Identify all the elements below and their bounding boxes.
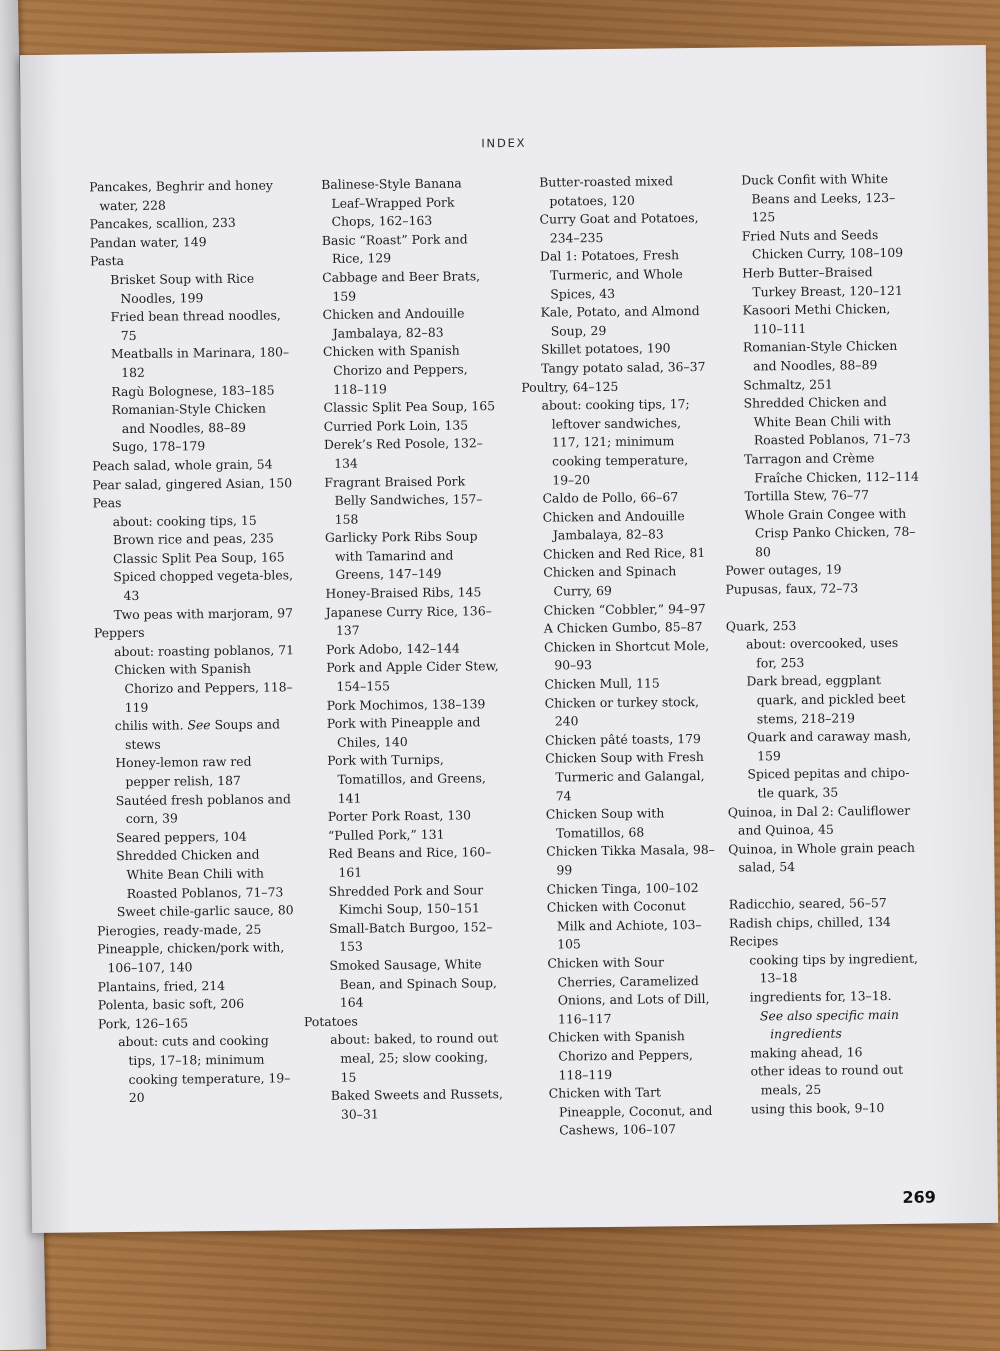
entry-text: Derek’s Red Posole, 132–134 — [323, 435, 483, 471]
index-subentry — [521, 339, 711, 360]
index-entry — [321, 174, 497, 232]
entry-text: Red Beans and Rice, 160–161 — [328, 844, 492, 880]
entry-text: about: roasting poblanos, 71 — [114, 642, 295, 659]
entry-text: Classic Split Pea Soup, 165 — [113, 549, 285, 567]
index-column-3 — [519, 172, 719, 1141]
entry-text: Chicken with Coconut Milk and Achiote, 103–105 — [546, 898, 702, 952]
index-entry — [328, 825, 503, 845]
index-subentry — [95, 753, 295, 792]
entry-text: Brisket Soup with Rice Noodles, 199 — [110, 270, 255, 306]
entry-text: Skillet potatoes, 190 — [540, 340, 671, 357]
index-subentry — [725, 504, 921, 562]
index-subentry — [722, 263, 917, 302]
index-subentry — [527, 897, 718, 955]
index-subentry — [521, 358, 711, 379]
index-subentry — [526, 841, 716, 880]
entry-text: Sugo, 178–179 — [111, 438, 206, 455]
entry-text: Pork with Turnips, Tomatillos, and Greens, 141 — [327, 752, 486, 806]
entry-text: Pasta — [89, 253, 125, 269]
entry-text: Romanian-Style Chicken and Noodles, 88–89 — [111, 400, 266, 436]
page-number: 269 — [902, 1187, 936, 1207]
entry-text: Japanese Curry Rice, 136–137 — [325, 602, 492, 639]
entry-text: Curry Goat and Potatoes, 234–235 — [539, 210, 699, 246]
index-entry — [328, 806, 503, 826]
index-entry — [92, 474, 292, 495]
entry-text: Potatoes — [303, 1013, 358, 1029]
index-subentry — [730, 1061, 925, 1100]
index-subentry — [94, 660, 295, 718]
index-entry — [327, 695, 502, 715]
entry-text: Chicken Tikka Masala, 98–99 — [546, 842, 715, 878]
index-subentry — [527, 878, 717, 899]
index-entry — [330, 1029, 506, 1087]
entry-text: Herb Butter–Braised Turkey Breast, 120–121 — [742, 264, 903, 299]
index-subentry — [90, 269, 290, 308]
index-subentry — [520, 209, 710, 248]
entry-text: Baked Sweets and Russets, 30–31 — [330, 1086, 503, 1122]
index-subentry — [730, 1042, 925, 1063]
entry-text: Honey-Braised Ribs, 145 — [325, 584, 482, 601]
index-subentry — [92, 437, 292, 458]
index-entry — [729, 912, 924, 933]
entry-text: Schmaltz, 251 — [743, 376, 833, 393]
index-subentry — [91, 399, 291, 438]
index-subentry — [91, 381, 291, 402]
entry-text: ingredients for, 13–18. — [749, 987, 892, 1005]
index-entry — [92, 492, 292, 513]
index-subentry — [521, 395, 712, 490]
entry-text: Smoked Sausage, White Bean, and Spinach Soup, 164 — [329, 956, 497, 1010]
entry-text: Sweet chile-garlic sauce, 80 — [116, 902, 294, 920]
index-subentry — [722, 300, 917, 339]
entry-text: Chicken with Tart Pineapple, Coconut, and Cashews, 106–107 — [548, 1084, 713, 1138]
entry-text: Small-Batch Burgoo, 152–153 — [328, 918, 493, 955]
index-subentry — [94, 641, 294, 662]
entry-text: Chicken in Shortcut Mole, 90–93 — [544, 637, 710, 673]
index-subentry — [723, 393, 919, 451]
index-entry — [90, 251, 290, 272]
index-entry — [328, 843, 503, 882]
entry-text: Caldo de Pollo, 66–67 — [542, 489, 679, 506]
index-entry — [726, 615, 921, 636]
index-entry — [324, 416, 499, 436]
index-subentry — [96, 846, 297, 904]
index-subentry — [524, 674, 714, 695]
entry-text: Pork Mochimos, 138–139 — [326, 695, 486, 713]
entry-text: Shredded Chicken and White Bean Chili with Roasted Poblanos, 71–73 — [116, 847, 284, 901]
entry-text: Kasoori Methi Chicken, 110–111 — [742, 301, 891, 337]
entry-text: Chicken or turkey stock, 240 — [544, 693, 700, 729]
entry-text: Dark bread, eggplant quark, and pickled beet stems, 218–219 — [746, 672, 906, 727]
entry-text: Chicken Tinga, 100–102 — [546, 879, 699, 897]
index-entry — [98, 976, 298, 997]
entry-text: Chicken and Red Rice, 81 — [543, 544, 706, 562]
index-subentry — [91, 306, 291, 345]
entry-text: Classic Split Pea Soup, 165 — [323, 398, 496, 416]
index-entry — [725, 560, 920, 581]
entry-text: Honey-lemon raw red pepper relish, 187 — [115, 754, 252, 790]
index-subentry — [97, 901, 297, 922]
entry-text: Pancakes, Beghrir and honey water, 228 — [89, 177, 273, 213]
index-subentry — [723, 337, 918, 376]
index-entry — [98, 994, 298, 1015]
index-subentry — [525, 748, 716, 806]
entry-text: Shredded Chicken and White Bean Chili with Roasted Poblanos, 71–73 — [743, 394, 911, 448]
entry-text: Polenta, basic soft, 206 — [97, 995, 245, 1013]
index-entry — [323, 341, 499, 399]
index-entry — [324, 434, 499, 473]
entry-text: Plantains, fried, 214 — [97, 977, 226, 994]
index-subentry — [724, 486, 919, 507]
index-subentry — [729, 949, 924, 988]
entry-text: Chicken “Cobbler,” 94–97 — [543, 600, 706, 618]
entry-text: Chicken and Andouille Jambalaya, 82–83 — [542, 507, 685, 543]
entry-text: Meatballs in Marinara, 180–182 — [110, 344, 290, 380]
index-entry — [729, 894, 924, 915]
cross-reference: See also specific main ingredients — [759, 1006, 899, 1042]
index-entry — [325, 527, 501, 585]
index-subentry — [523, 507, 713, 546]
index-entry — [323, 304, 498, 343]
index-entry — [97, 939, 297, 978]
entry-text: Sautéed fresh poblanos and corn, 39 — [115, 790, 291, 827]
entry-text: Radish chips, chilled, 134 — [728, 913, 891, 931]
entry-text: Chicken and Andouille Jambalaya, 82–83 — [322, 305, 465, 341]
entry-text: about: cooking tips, 15 — [112, 512, 257, 529]
entry-text: Pineapple, chicken/pork with, 106–107, 140 — [97, 939, 285, 976]
entry-text: making ahead, 16 — [750, 1044, 863, 1061]
entry-text: Quark and caraway mash, 159 — [746, 728, 912, 764]
entry-text: Duck Confit with White Beans and Leeks, 123–125 — [741, 171, 896, 225]
entry-text: Chicken with Sour Cherries, Caramelized Onions, and Lots of Dill, 116–117 — [547, 954, 710, 1027]
entry-text: Peas — [92, 495, 122, 511]
entry-text: Pork Adobo, 142–144 — [326, 640, 460, 657]
index-subentry — [96, 827, 296, 848]
index-subentry — [93, 530, 293, 551]
entry-text: Porter Pork Roast, 130 — [327, 807, 472, 825]
index-entry — [98, 1013, 298, 1034]
entry-text: Romanian-Style Chicken and Noodles, 88–89 — [742, 338, 898, 374]
entry-text: Quinoa, in Dal 2: Cauliflower and Quinoa, 45 — [727, 802, 911, 838]
entry-text: Garlicky Pork Ribs Soup with Tamarind and Greens, 147–149 — [324, 528, 478, 583]
page-header: INDEX — [481, 135, 527, 151]
index-entry — [304, 1011, 505, 1032]
entry-text: Balinese-Style Banana Leaf–Wrapped Pork Chops, 162–163 — [321, 175, 462, 230]
index-subentry — [723, 374, 918, 395]
index-subentry — [95, 715, 295, 754]
entry-text: Kale, Potato, and Almond Soup, 29 — [540, 303, 700, 339]
index-subentry — [93, 511, 293, 532]
entry-text: using this book, 9–10 — [750, 1099, 885, 1116]
entry-text: Chicken and Spinach Curry, 69 — [543, 563, 677, 599]
index-subentry — [526, 804, 716, 843]
index-subentry — [726, 671, 922, 729]
entry-text: Tarragon and Crème Fraîche Chicken, 112–114 — [744, 450, 920, 485]
index-subentry — [522, 488, 712, 509]
entry-text: Chicken with Spanish Chorizo and Peppers, 118–119 — [548, 1028, 693, 1083]
index-subentry — [93, 548, 293, 569]
index-column-1 — [89, 176, 299, 1108]
entry-text: Fragrant Braised Pork Belly Sandwiches, 157–158 — [324, 472, 483, 527]
entry-text: Spiced chopped vegeta-bles, 43 — [113, 567, 294, 604]
entry-text: Poultry, 64–125 — [521, 378, 619, 395]
index-subentry — [524, 600, 714, 621]
entry-text: Pork with Pineapple and Chiles, 140 — [326, 714, 481, 750]
entry-text: Chicken Mull, 115 — [544, 675, 660, 692]
entry-text: Butter-roasted mixed potatoes, 120 — [539, 173, 674, 209]
entry-text: Fried bean thread noodles, 75 — [110, 307, 281, 343]
entry-text: Pork and Apple Cider Stew, 154–155 — [326, 658, 499, 694]
index-column-2 — [303, 174, 506, 1124]
index-subentry — [93, 567, 293, 606]
entry-text: Chicken Soup with Fresh Turmeric and Galangal, 74 — [545, 749, 705, 804]
index-entry — [728, 838, 923, 877]
index-entry — [92, 455, 292, 476]
index-entry — [94, 623, 294, 644]
entry-text: Basic “Roast” Pork and Rice, 129 — [321, 231, 468, 267]
index-subentry — [726, 634, 921, 673]
entry-text: Pancakes, scallion, 233 — [89, 215, 236, 232]
entry-text: Quark, 253 — [725, 617, 797, 634]
entry-text: Recipes — [729, 933, 779, 949]
entry-text: Dal 1: Potatoes, Fresh Turmeric, and Whole Spices, 43 — [539, 247, 683, 302]
entry-text: Pandan water, 149 — [89, 233, 207, 251]
entry-text: Quinoa, in Whole grain peach salad, 54 — [728, 839, 916, 875]
index-entry — [323, 397, 498, 417]
index-subentry — [524, 637, 714, 676]
entry-text: chilis with. — [114, 717, 184, 734]
entry-text: Chicken pâté toasts, 179 — [544, 730, 701, 748]
index-subentry — [91, 344, 291, 383]
index-entry — [322, 230, 497, 269]
index-subentry — [727, 727, 922, 766]
entry-text: Chicken Soup with Tomatillos, 68 — [545, 805, 665, 841]
entry-text: Peppers — [93, 625, 145, 641]
index-entry — [326, 658, 501, 697]
entry-text: about: cuts and cooking tips, 17–18; minimum cooking temperature, 19–20 — [118, 1032, 291, 1106]
entry-text: Pork, 126–165 — [97, 1015, 189, 1032]
entry-text: Pupusas, faux, 72–73 — [725, 580, 859, 597]
cross-reference-target: Soups and stews — [125, 716, 281, 752]
index-subentry — [722, 225, 917, 264]
entry-text: Pierogies, ready-made, 25 — [96, 921, 262, 939]
index-column-4 — [721, 170, 926, 1119]
index-entry — [326, 602, 501, 641]
entry-text: Radicchio, seared, 56–57 — [728, 895, 887, 912]
index-entry — [729, 931, 924, 952]
index-subentry — [520, 302, 710, 341]
index-subentry — [523, 544, 713, 565]
index-entry — [322, 267, 497, 306]
entry-text: Shredded Pork and Sour Kimchi Soup, 150–151 — [328, 881, 484, 917]
entry-text: “Pulled Pork,” 131 — [327, 826, 445, 843]
entry-text: Curried Pork Loin, 135 — [323, 417, 469, 434]
index-subentry — [528, 1027, 719, 1085]
index-subentry — [730, 987, 925, 1008]
index-subentry — [727, 764, 922, 803]
entry-text: Pear salad, gingered Asian, 150 — [92, 474, 293, 492]
index-entry — [329, 881, 504, 920]
index-entry — [90, 232, 290, 253]
index-subentry — [519, 172, 709, 211]
index-entry — [325, 583, 500, 603]
index-entry — [324, 472, 500, 530]
entry-text: Tortilla Stew, 76–77 — [744, 487, 870, 504]
entry-text: Fried Nuts and Seeds Chicken Curry, 108–109 — [741, 226, 904, 262]
cross-reference: See — [187, 717, 211, 733]
index-subentry — [96, 790, 296, 829]
index-subentry — [524, 618, 714, 639]
index-entry — [327, 750, 503, 808]
index-entry — [326, 639, 501, 659]
index-subentry — [731, 1098, 926, 1119]
entry-text: other ideas to round out meals, 25 — [750, 1062, 904, 1098]
entry-text: Ragù Bolognese, 183–185 — [111, 381, 275, 399]
index-subentry — [730, 1005, 925, 1044]
entry-text: about: overcooked, uses for, 253 — [745, 635, 899, 671]
index-subentry — [98, 1032, 299, 1108]
entry-text: Chicken with Spanish Chorizo and Peppers, 118–119 — [114, 661, 293, 715]
book-page — [20, 45, 998, 1233]
entry-text: Two peas with marjoram, 97 — [113, 604, 294, 622]
index-entry — [331, 1085, 506, 1124]
entry-text: Seared peppers, 104 — [115, 828, 247, 845]
entry-text: Tangy potato salad, 36–37 — [541, 358, 706, 376]
entry-text: Cabbage and Beer Brats, 159 — [322, 268, 481, 304]
index-subentry — [721, 170, 917, 228]
entry-text: about: cooking tips, 17; leftover sandwiches, 117, 121; minimum cooking temperature, 19–20 — [541, 396, 690, 488]
index-subentry — [520, 246, 711, 304]
index-subentry — [525, 692, 715, 731]
entry-text: Spiced pepitas and chipo-tle quark, 35 — [747, 765, 910, 801]
index-entry — [90, 213, 290, 234]
index-entry — [725, 579, 920, 600]
entry-text: Power outages, 19 — [725, 561, 842, 579]
entry-text: Whole Grain Congee with Crisp Panko Chicken, 78–80 — [744, 505, 916, 560]
entry-text: cooking tips by ingredient, 13–18 — [749, 950, 918, 986]
index-entry — [327, 713, 502, 752]
index-entry — [329, 918, 504, 957]
entry-text: about: baked, to round out meal, 25; slow cooking, 15 — [330, 1030, 499, 1085]
index-subentry — [525, 730, 715, 751]
index-entry — [329, 955, 505, 1013]
index-entry — [728, 801, 923, 840]
entry-text: Chicken with Spanish Chorizo and Peppers, 118–119 — [322, 342, 468, 397]
entry-text: Peach salad, whole grain, 54 — [92, 456, 273, 474]
entry-text: A Chicken Gumbo, 85–87 — [543, 619, 703, 636]
index-entry — [97, 920, 297, 941]
entry-text: Brown rice and peas, 235 — [112, 530, 274, 548]
index-subentry — [529, 1083, 720, 1141]
index-subentry — [523, 562, 713, 601]
index-subentry — [527, 953, 718, 1029]
index-subentry — [724, 449, 919, 488]
index-entry — [89, 176, 289, 215]
index-entry — [521, 376, 711, 397]
index-subentry — [94, 604, 294, 625]
